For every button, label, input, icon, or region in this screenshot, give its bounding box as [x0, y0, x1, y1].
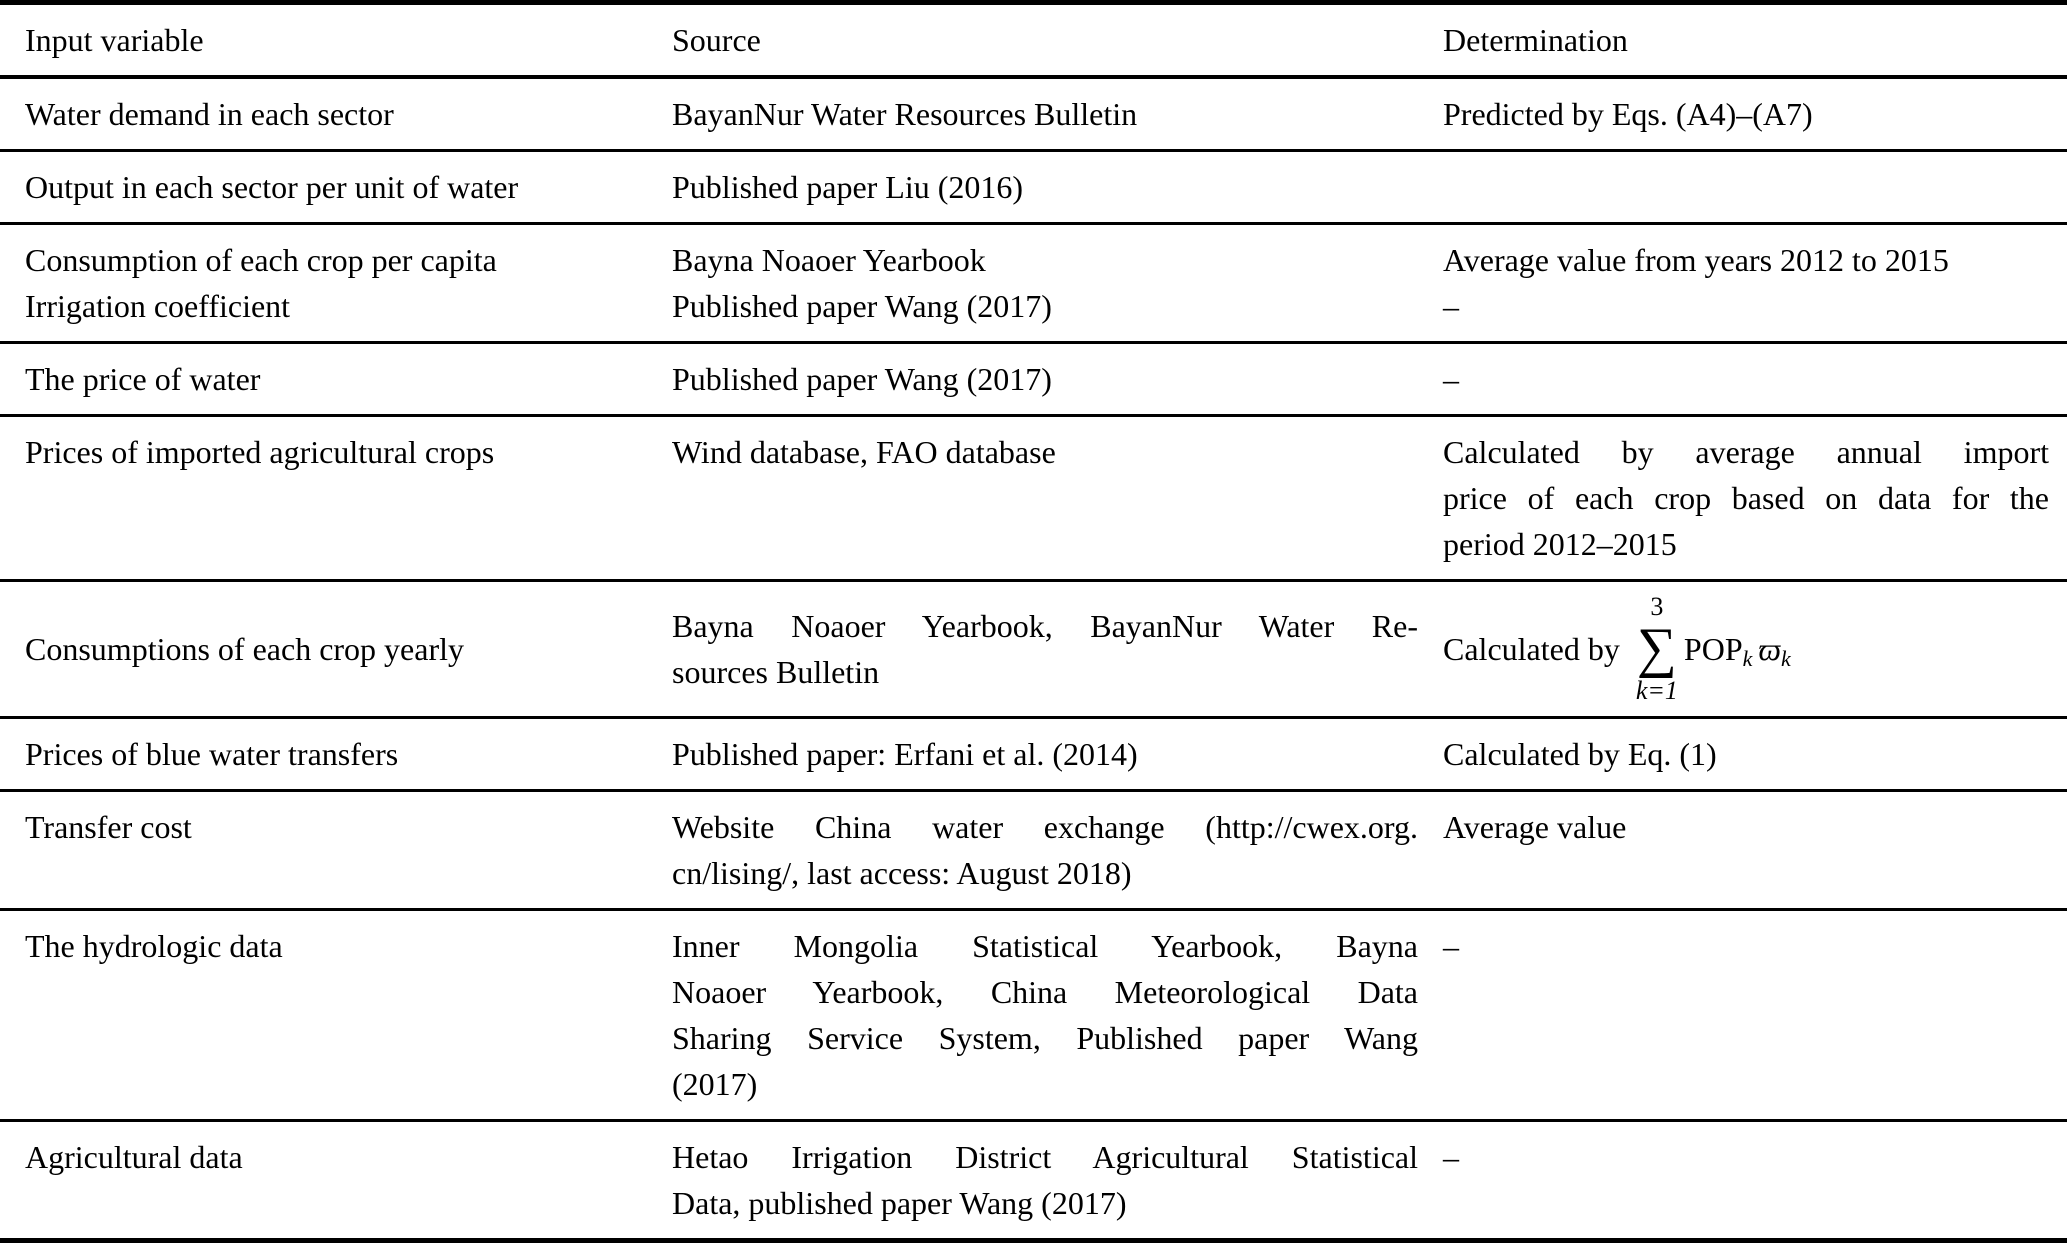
cell-line: Published paper: Erfani et al. (2014): [672, 736, 1138, 772]
cell-line: –: [1443, 288, 1459, 324]
column-header-source: Source: [672, 22, 761, 58]
source-cell: [647, 910, 1418, 1121]
formula-prefix: Calculated by: [1443, 631, 1620, 667]
determination-cell: [1418, 718, 2067, 791]
variable-cell: [0, 416, 647, 581]
cell-line: The hydrologic data: [25, 928, 283, 964]
table-row: [0, 77, 2067, 151]
variable-cell: [0, 910, 647, 1121]
variable-cell: [0, 791, 647, 910]
cell-line: –: [1443, 928, 1459, 964]
cell-line: Bayna Noaoer Yearbook, BayanNur Water Re-: [672, 608, 1418, 644]
cell-line: Calculated by average annual import: [1443, 434, 2049, 470]
cell-line: Agricultural data: [25, 1139, 243, 1175]
cell-line: Data, published paper Wang (2017): [672, 1185, 1127, 1221]
table-row: [0, 1121, 2067, 1241]
source-cell: [647, 1121, 1418, 1241]
table-row: [0, 791, 2067, 910]
source-cell: [647, 151, 1418, 224]
column-header-determination: Determination: [1443, 22, 1628, 58]
cell-line: Bayna Noaoer Yearbook: [672, 242, 986, 278]
varpi-glyph: ϖ: [1758, 631, 1781, 667]
cell-line: BayanNur Water Resources Bulletin: [672, 96, 1138, 132]
cell-line: (2017): [672, 1066, 758, 1102]
formula-term-base: POP: [1683, 631, 1743, 667]
cell-line: Predicted by Eqs. (A4)–(A7): [1443, 96, 1813, 132]
cell-line: Prices of imported agricultural crops: [25, 434, 495, 470]
variable-cell: [0, 151, 647, 224]
variable-cell: [0, 224, 647, 343]
determination-cell: [1418, 581, 2067, 718]
cell-line: Irrigation coefficient: [25, 288, 291, 324]
sigma-glyph: ∑: [1636, 617, 1677, 679]
cell-line: Published paper Liu (2016): [672, 169, 1024, 205]
determination-cell: [1418, 910, 2067, 1121]
formula-term: [1684, 626, 1752, 672]
cell-line: Calculated by Eq. (1): [1443, 736, 1717, 772]
cell-line: The price of water: [25, 361, 261, 397]
variable-cell: [0, 718, 647, 791]
cell-line: Consumptions of each crop yearly: [25, 631, 464, 667]
table-row: [0, 910, 2067, 1121]
cell-line: price of each crop based on data for the: [1443, 480, 2049, 516]
table-row: [0, 151, 2067, 224]
determination-cell: [1418, 343, 2067, 416]
cell-line: sources Bulletin: [672, 654, 880, 690]
header-row: [0, 3, 2067, 78]
summation-formula: [1443, 594, 1791, 704]
table-row: [0, 416, 2067, 581]
cell-line: Consumption of each crop per capita: [25, 242, 497, 278]
cell-line: Transfer cost: [25, 809, 192, 845]
summation-lower-limit: k=1: [1635, 676, 1678, 705]
source-cell: [647, 791, 1418, 910]
cell-line: Published paper Wang (2017): [672, 288, 1052, 324]
table-row: [0, 224, 2067, 343]
determination-cell: [1418, 224, 2067, 343]
source-cell: [647, 77, 1418, 151]
table-row: [0, 343, 2067, 416]
cell-line: cn/lising/, last access: August 2018): [672, 855, 1132, 891]
determination-cell: [1418, 791, 2067, 910]
source-cell: [647, 343, 1418, 416]
determination-cell: [1418, 1121, 2067, 1241]
variable-cell: [0, 77, 647, 151]
variable-cell: [0, 343, 647, 416]
cell-line: Average value from years 2012 to 2015: [1443, 242, 1949, 278]
cell-line: –: [1443, 361, 1459, 397]
cell-line: Noaoer Yearbook, China Meteorological Data: [672, 974, 1418, 1010]
column-header-input-variable: Input variable: [25, 22, 204, 58]
summation-symbol: [1636, 594, 1678, 704]
determination-cell: [1418, 77, 2067, 151]
cell-line: Website China water exchange (http://cwex.org.: [672, 809, 1418, 845]
cell-line: Water demand in each sector: [25, 96, 394, 132]
source-cell: [647, 581, 1418, 718]
cell-line: Average value: [1443, 809, 1627, 845]
cell-line: Published paper Wang (2017): [672, 361, 1052, 397]
cell-line: Inner Mongolia Statistical Yearbook, Bayna: [672, 928, 1418, 964]
source-cell: [647, 224, 1418, 343]
cell-line: Sharing Service System, Published paper Wang: [672, 1020, 1418, 1056]
formula-factor-subscript: k: [1780, 646, 1791, 671]
source-cell: [647, 416, 1418, 581]
table-row: [0, 581, 2067, 718]
cell-line: Hetao Irrigation District Agricultural Statistical: [672, 1139, 1418, 1175]
cell-line: –: [1443, 1139, 1459, 1175]
cell-line: Wind database, FAO database: [672, 434, 1056, 470]
determination-cell: [1418, 151, 2067, 224]
determination-cell: [1418, 416, 2067, 581]
source-cell: [647, 718, 1418, 791]
cell-line: Prices of blue water transfers: [25, 736, 399, 772]
formula-factor: [1758, 626, 1790, 672]
variable-cell: [0, 581, 647, 718]
variable-cell: [0, 1121, 647, 1241]
table-row: [0, 718, 2067, 791]
summation-upper-limit: 3: [1650, 592, 1664, 621]
cell-line: period 2012–2015: [1443, 526, 1677, 562]
cell-line: Output in each sector per unit of water: [25, 169, 519, 205]
formula-term-subscript: k: [1742, 646, 1753, 671]
